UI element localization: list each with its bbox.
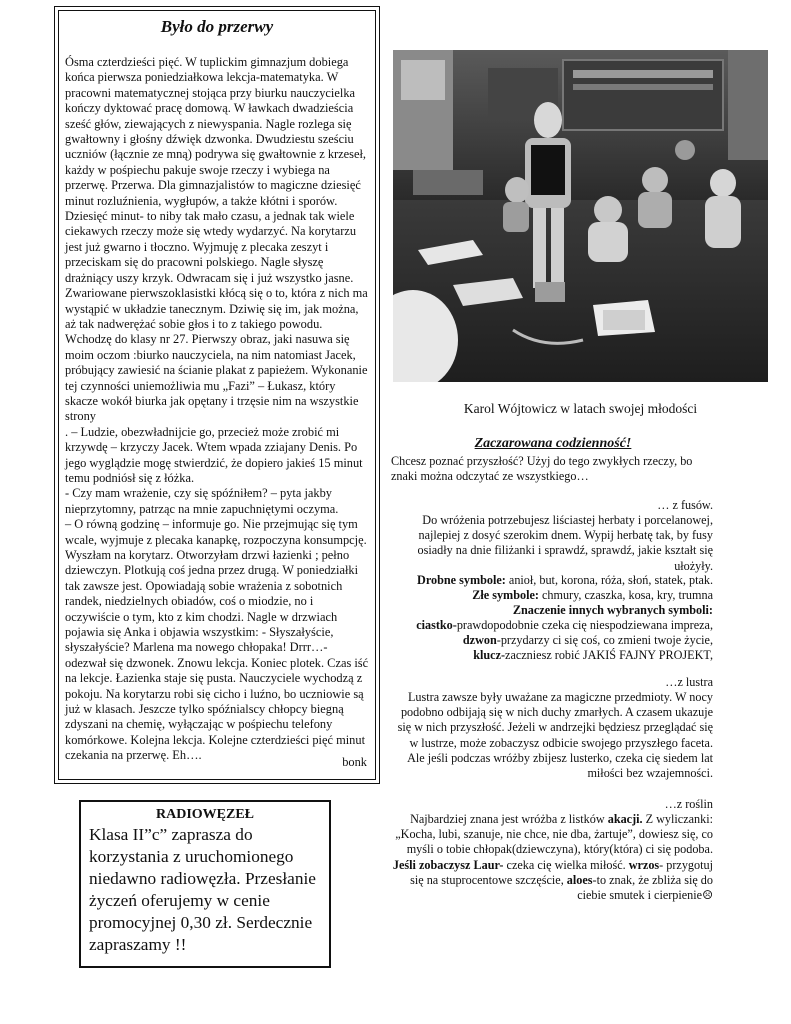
article-body	[65, 55, 369, 764]
dzwon-label: dzwon	[462, 633, 497, 647]
fusow-ciastko	[391, 618, 713, 633]
classroom-photo-image	[393, 50, 768, 382]
wrzos-label: wrzos	[628, 857, 660, 872]
section-heading-fusow: … z fusów.	[657, 498, 713, 512]
fusow-dzwon	[391, 633, 713, 648]
radio-title: RADIOWĘZEŁ	[155, 807, 255, 822]
section-heading-lustra: …z lustra	[665, 675, 713, 689]
other-symbols-title: Znaczenie innych wybranych symboli:	[512, 603, 713, 617]
roslin-text-1: Najbardziej znana jest wróżba z listków	[410, 812, 608, 826]
dzwon-text: -przydarzy ci się coś, co zmieni twoje życie,	[496, 633, 713, 647]
laur-text: czeka cię wielka miłość.	[503, 857, 629, 872]
article-paragraph: - Czy mam wrażenie, czy się spóźniłem? – pyta jakby nieprzytomny, patrząc na mnie zapuchniętymi oczyma.	[65, 486, 339, 516]
good-symbols-text: anioł, but, korona, róża, słoń, statek, ptak.	[505, 573, 713, 587]
bad-symbols-text: chmury, czaszka, kosa, kry, trumna	[538, 588, 713, 602]
good-symbols-label: Drobne symbole:	[417, 573, 506, 587]
klucz-text: zaczniesz robić JAKIŚ FAJNY PROJEKT,	[505, 648, 713, 662]
section-heading-roslin: …z roślin	[664, 797, 713, 811]
magic-intro: Chcesz poznać przyszłość? Użyj do tego zwykłych rzeczy, bo znaki można odczytać ze wszystkiego…	[391, 454, 693, 484]
fusow-good-symbols	[391, 573, 713, 588]
lustra-text: Lustra zawsze były uważane za magiczne przedmioty. W nocy podobno odbijają się w nich duchy zmarłych. A czasem ukazuje się w nich przyszłość. Jeżeli w andrzejki będziesz przeglądać się w lustrze, może zobaczysz odbicie swojego przyszłego faceta. Ale jeśli podczas wróżby zbijesz lusterko, czeka cię siedem lat miłości bez wzajemności.	[397, 690, 713, 781]
radio-announcement-box	[79, 800, 331, 968]
ciastko-label: ciastko-	[416, 618, 457, 632]
article-frame	[58, 10, 376, 780]
fusow-other-title	[391, 603, 713, 618]
photo-caption: Karol Wójtowicz w latach swojej młodości	[463, 401, 698, 416]
aloes-label: aloes	[566, 872, 593, 887]
fusow-text: Do wróżenia potrzebujesz liściastej herbaty i porcelanowej, najlepiej z dosyć szerokim dnem. Wypij herbatę tak, by fusy osiadły na dnie filiżanki i sprawdź, sprawdź, jakie kształt się ułożyły.	[417, 513, 713, 573]
classroom-photo	[393, 50, 768, 382]
bad-symbols-label: Złe symbole:	[472, 588, 539, 602]
roslin-text	[391, 812, 713, 903]
ciastko-text: prawdopodobnie czeka cię niespodziewana impreza,	[456, 618, 713, 632]
article-box	[54, 6, 380, 784]
fusow-klucz	[391, 648, 713, 663]
akacji-label: akacji.	[607, 812, 643, 826]
magic-title: Zaczarowana codzienność!	[474, 436, 632, 451]
wrzos-text: - przygotuj się na stuprocentowe szczęście,	[410, 857, 713, 887]
aloes-text: -to znak, że zbliża się do ciebie smutek i cierpienie☹	[577, 872, 713, 903]
article-title: Było do przerwy	[160, 17, 274, 36]
radio-body: Klasa II”c” zaprasza do korzystania z uruchomionego niedawno radiowęzła. Przesłanie życzeń oferujemy w cenie promocyjnej 0,30 zł. Serdecznie zapraszamy !!	[89, 825, 316, 954]
article-paragraph: – O równą godzinę – informuje go. Nie przejmując się tym wcale, wyjmuje z plecaka kanapkę, rozpoczyna konsumpcję. Wyszłam na korytarz. Otworzyłam drzwi łazienki ; pełno dziewczyn. Plotkują coś jedna przez drugą. W poniedziałki tak zawsze jest. Opowiadają sobie wrażenia z sobotnich randek, niedzielnych obiadów, coś o miodzie, no i oczywiście o tym, kto z kim chodzi. Nagle w drzwiach pojawia się Anka i objawia wszystkim: - Słyszałyście, słyszałyście? Marlena ma nowego chłopaka! Drrr…- odezwał się dzwonek. Znowu lekcja. Koniec plotek. Czas iść na lekcje. Łazienka staje się pusta. Nauczyciele wychodzą z pokoju. Na korytarzu robi się cicho i luźno, bo uczniowie są już w klasach. Jeszcze tylko spóźnialscy chłopcy biegną zdyszani na chemię, wyłączając w pośpiechu telefony komórkowe. Kolejna lekcja. Kolejne czterdzieści pięć minut czekania na przerwę. Eh….	[65, 517, 369, 763]
laur-label: Jeśli zobaczysz Laur-	[392, 857, 504, 872]
roslin-text-2: Z wyliczanki: „Kocha, lubi, szanuje, nie chce, nie dba, żartuje”, dowiesz się, co myśli o tobie chłopak(dziewczyna), który(która) ci się podoba.	[395, 812, 713, 857]
article-signature: bonk	[342, 755, 367, 769]
klucz-label: klucz-	[473, 648, 506, 662]
fusow-bad-symbols	[391, 588, 713, 603]
article-paragraph: . – Ludzie, obezwładnijcie go, przecież może zrobić mi krzywdę – krzyczy Jacek. Wtem wpada zziajany Denis. Po jego wyglądzie mogę stwierdzić, że dopiero jakieś 15 minut temu podniósł się z łóżka.	[65, 424, 363, 485]
article-paragraph: Ósma czterdzieści pięć. W tuplickim gimnazjum dobiega końca pierwsza poniedziałkowa lekcja-matematyka. W pracowni matematycznej stojąca przy biurku nauczycielka kończy dyktować pracę domową. W ławkach dwadzieścia sześć głów, ziewających z niewyspania. Nagle rozlega się gwałtowny i głośny dźwięk dzwonka. Dwudziestu sześciu uczniów (łącznie ze mną) podrywa się gwałtownie z krzeseł, każdy w pośpiechu pakuje swoje rzeczy i wybiega na przerwę. Przerwa. Dla gimnazjalistów to magiczne dziesięć minut rozluźnienia, wygłupów, a także kłótni i sporów. Dziesięć minut- to niby tak mało czasu, a jednak tak wiele ciekawych rzeczy może się wtedy wydarzyć. Na korytarzu jest już gwarno i tłoczno. Wyjmuję z plecaka zeszyt i przeciskam się do pracowni polskiego. Nagle słyszę drażniący uszy krzyk. Odwracam się i już wszystko jasne. Zwariowane pierwszoklasistki kłócą się o to, która z nich ma wystąpić w układzie tanecznym. Dziwię się im, jak można, aż tak nadwerężać sobie głos i to z takiego powodu. Wchodzę do klasy nr 27. Pierwszy obraz, jaki nasuwa się moim oczom :biurko nauczyciela, na nim natomiast Jacek, próbujący zawiesić na ścianie plakat z papieżem. Wykonanie tej czynności uniemożliwia mu „Fazi” – Łukasz, który skacze wokół biurka jak opętany i trzęsie nim na wszystkie strony	[65, 55, 368, 424]
